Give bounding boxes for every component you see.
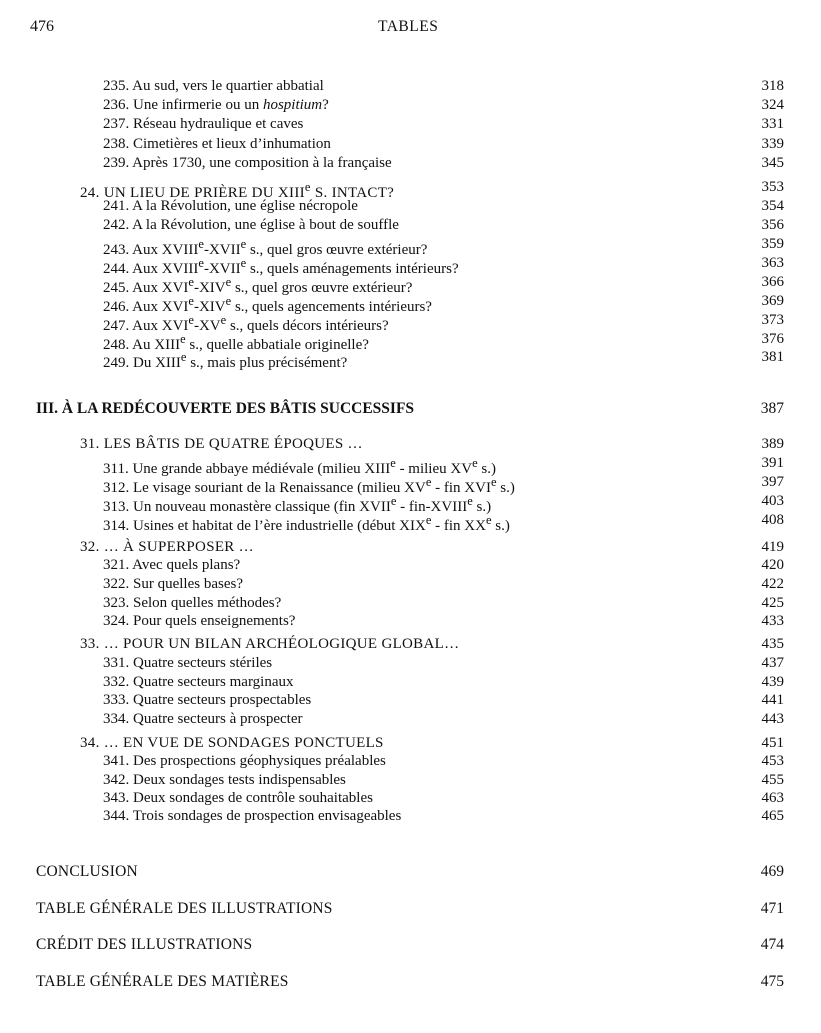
toc-backmatter-label: TABLE GÉNÉRALE DES MATIÈRES (36, 973, 289, 990)
toc-entry-page: 403 (761, 493, 784, 509)
label-text: - fin-XVIII (396, 499, 468, 515)
toc-chapter-24[interactable] (0, 177, 821, 201)
label-sup: e (490, 475, 497, 489)
label-text: -XIV (193, 280, 226, 296)
toc-entry-page: 381 (761, 349, 784, 365)
toc-entry-page: 391 (761, 455, 784, 471)
toc-entry-label: 242. A la Révolution, une église à bout de souffle (103, 217, 399, 233)
label-sup: e (425, 513, 432, 527)
label-sup: e (188, 294, 194, 308)
toc-entry-page: 443 (761, 711, 784, 727)
toc-entry-page: 437 (761, 655, 784, 671)
toc-chapter-page: 451 (761, 735, 784, 751)
label-sup: e (472, 456, 478, 470)
toc-entry-label: 332. Quatre secteurs marginaux (103, 674, 294, 690)
toc-entry-page: 422 (761, 576, 784, 592)
toc-entry-label: 331. Quatre secteurs stériles (103, 655, 273, 671)
label-text: s.) (496, 480, 515, 496)
toc-entry-label (103, 347, 347, 373)
toc-entry-page: 366 (761, 274, 784, 290)
label-sup: e (180, 332, 186, 346)
label-text: 249. Du XIII (103, 355, 181, 371)
toc-entry-page: 439 (761, 674, 784, 690)
toc-backmatter-page: 474 (760, 936, 784, 953)
toc-chapter-label: 34. … EN VUE DE SONDAGES PONCTUELS (80, 735, 384, 751)
label-text: 244. Aux XVIII (103, 261, 199, 277)
toc-entry-343[interactable] (0, 788, 821, 808)
label-text: 243. Aux XVIII (103, 242, 199, 258)
toc-entry-page: 356 (761, 217, 784, 233)
label-text: -XV (193, 318, 221, 334)
toc-entry-237[interactable] (0, 114, 821, 134)
toc-backmatter-label: CONCLUSION (36, 863, 138, 880)
toc-entry-241[interactable] (0, 196, 821, 216)
label-text: S. INTACT? (310, 185, 395, 201)
label-text: -XVII (203, 261, 241, 277)
toc-entry-246[interactable] (0, 291, 821, 315)
toc-chapter-label: 33. … POUR UN BILAN ARCHÉOLOGIQUE GLOBAL… (80, 636, 460, 652)
page-number: 476 (30, 18, 54, 35)
toc-entry-page: 324 (761, 97, 784, 113)
toc-entry-page: 463 (761, 790, 784, 806)
label-text: 313. Un nouveau monastère classique (fin XVII (103, 499, 391, 515)
toc-entry-page: 408 (761, 512, 784, 528)
toc-chapter-label: 31. LES BÂTIS DE QUATRE ÉPOQUES … (80, 436, 363, 452)
toc-entry-235[interactable] (0, 76, 821, 96)
running-title: TABLES (378, 18, 439, 35)
toc-entry-label: 334. Quatre secteurs à prospecter (103, 711, 303, 727)
toc-entry-334[interactable] (0, 709, 821, 729)
label-sup: e (225, 294, 232, 308)
toc-entry-label: 324. Pour quels enseignements? (103, 613, 296, 629)
toc-entry-323[interactable] (0, 593, 821, 613)
label-text: s.) (477, 461, 496, 477)
toc-chapter-34[interactable] (0, 733, 821, 753)
toc-entry-label: 341. Des prospections géophysiques préalables (103, 753, 386, 769)
label-text: s., quel gros œuvre extérieur? (231, 280, 413, 296)
label-text: 246. Aux XVI (103, 299, 189, 315)
toc-entry-333[interactable] (0, 690, 821, 710)
label-sup: e (198, 256, 204, 270)
toc-backmatter-page: 471 (760, 900, 784, 917)
label-text: - milieu XV (395, 461, 473, 477)
toc-entry-label (103, 95, 329, 115)
toc-entry-page: 354 (761, 198, 784, 214)
toc-conclusion[interactable] (0, 862, 821, 882)
toc-entry-page: 373 (761, 312, 784, 328)
toc-chapter-31[interactable] (0, 434, 821, 454)
toc-entry-label: 344. Trois sondages de prospection envisageables (103, 808, 402, 824)
toc-entry-321[interactable] (0, 555, 821, 575)
toc-matieres[interactable] (0, 972, 821, 992)
label-text: 248. Au XIII (103, 337, 181, 353)
label-text: s., mais plus précisément? (186, 355, 348, 371)
label-text: 311. Une grande abbaye médiévale (milieu XIII (103, 461, 391, 477)
label-sup: e (425, 475, 432, 489)
toc-entry-page: 363 (761, 255, 784, 271)
toc-illustrations[interactable] (0, 899, 821, 919)
label-text: 247. Aux XVI (103, 318, 189, 334)
toc-entry-page: 425 (761, 595, 784, 611)
toc-entry-label: 333. Quatre secteurs prospectables (103, 692, 312, 708)
label-sup: e (225, 275, 232, 289)
toc-entry-page: 455 (761, 772, 784, 788)
toc-entry-page: 433 (761, 613, 784, 629)
label-italic: hospitium (262, 97, 323, 113)
toc-entry-label (103, 510, 510, 536)
label-text: 245. Aux XVI (103, 280, 189, 296)
toc-entry-page: 397 (761, 474, 784, 490)
toc-entry-242[interactable] (0, 215, 821, 235)
toc-entry-324[interactable] (0, 611, 821, 631)
toc-entry-312[interactable] (0, 472, 821, 496)
toc-entry-page: 369 (761, 293, 784, 309)
label-text: 24. UN LIEU DE PRIÈRE DU XIII (80, 185, 305, 201)
toc-entry-page: 441 (761, 692, 784, 708)
toc-chapter-page: 435 (761, 636, 784, 652)
label-text: s., quels agencements intérieurs? (231, 299, 432, 315)
toc-credits[interactable] (0, 935, 821, 955)
toc-entry-page: 318 (761, 78, 784, 94)
toc-entry-label: 323. Selon quelles méthodes? (103, 595, 282, 611)
toc-entry-label: 237. Réseau hydraulique et caves (103, 116, 304, 132)
toc-part-page: 387 (760, 400, 784, 417)
toc-chapter-33[interactable] (0, 634, 821, 654)
toc-entry-314[interactable] (0, 510, 821, 534)
toc-entry-label: 239. Après 1730, une composition à la française (103, 155, 392, 171)
label-text: s.) (491, 518, 510, 534)
label-text: -XVII (203, 242, 241, 258)
label-text: - fin XX (431, 518, 486, 534)
toc-chapter-page: 353 (761, 179, 784, 195)
toc-entry-344[interactable] (0, 806, 821, 826)
toc-part-3[interactable] (0, 399, 821, 419)
label-text: 236. Une infirmerie ou un (103, 97, 263, 113)
toc-entry-label: 342. Deux sondages tests indispensables (103, 772, 346, 788)
label-sup: e (240, 256, 247, 270)
label-text: 314. Usines et habitat de l’ère industrielle (début XIX (103, 518, 426, 534)
toc-entry-236[interactable] (0, 95, 821, 115)
toc-entry-249[interactable] (0, 347, 821, 371)
toc-backmatter-page: 475 (760, 973, 784, 990)
label-sup: e (188, 313, 194, 327)
toc-entry-248[interactable] (0, 329, 821, 353)
label-sup: e (390, 494, 397, 508)
label-sup: e (240, 237, 247, 251)
toc-part-label: III. À LA REDÉCOUVERTE DES BÂTIS SUCCESSIFS (36, 400, 415, 417)
toc-entry-page: 331 (761, 116, 784, 132)
toc-chapter-32[interactable] (0, 537, 821, 557)
toc-entry-label: 343. Deux sondages de contrôle souhaitables (103, 790, 373, 806)
toc-chapter-page: 419 (761, 539, 784, 555)
label-sup: e (485, 513, 492, 527)
toc-backmatter-page: 469 (760, 863, 784, 880)
label-text: s., quels aménagements intérieurs? (246, 261, 459, 277)
label-text: s.) (472, 499, 492, 515)
toc-entry-label: 322. Sur quelles bases? (103, 576, 243, 592)
toc-entry-244[interactable] (0, 253, 821, 277)
toc-entry-243[interactable] (0, 234, 821, 258)
toc-backmatter-label: TABLE GÉNÉRALE DES ILLUSTRATIONS (36, 900, 333, 917)
toc-entry-label: 238. Cimetières et lieux d’inhumation (103, 136, 331, 152)
toc-entry-page: 359 (761, 236, 784, 252)
label-sup: e (304, 180, 311, 194)
toc-entry-page: 453 (761, 753, 784, 769)
toc-entry-page: 345 (761, 155, 784, 171)
label-sup: e (220, 313, 227, 327)
toc-backmatter-label: CRÉDIT DES ILLUSTRATIONS (36, 936, 253, 953)
label-sup: e (467, 494, 473, 508)
toc-entry-page: 339 (761, 136, 784, 152)
toc-entry-247[interactable] (0, 310, 821, 334)
label-sup: e (188, 275, 194, 289)
label-sup: e (198, 237, 204, 251)
toc-entry-332[interactable] (0, 672, 821, 692)
label-text: s., quels décors intérieurs? (226, 318, 389, 334)
label-sup: e (390, 456, 396, 470)
toc-entry-label: 321. Avec quels plans? (103, 557, 241, 573)
toc-entry-label: 235. Au sud, vers le quartier abbatial (103, 78, 324, 94)
toc-entry-239[interactable] (0, 153, 821, 173)
toc-chapter-label: 32. … À SUPERPOSER … (80, 539, 254, 555)
label-text: -XIV (193, 299, 226, 315)
toc-chapter-page: 389 (761, 436, 784, 452)
toc-entry-page: 465 (761, 808, 784, 824)
label-text: s., quelle abbatiale originelle? (185, 337, 369, 353)
label-text: 312. Le visage souriant de la Renaissance (milieu XV (103, 480, 426, 496)
toc-entry-page: 376 (761, 331, 784, 347)
toc-entry-page: 420 (761, 557, 784, 573)
label-sup: e (180, 350, 187, 364)
label-text: ? (322, 97, 329, 113)
toc-entry-311[interactable] (0, 453, 821, 477)
toc-entry-342[interactable] (0, 770, 821, 790)
label-text: s., quel gros œuvre extérieur? (246, 242, 428, 258)
toc-entry-341[interactable] (0, 751, 821, 771)
toc-entry-331[interactable] (0, 653, 821, 673)
toc-entry-238[interactable] (0, 134, 821, 154)
label-text: - fin XVI (431, 480, 491, 496)
toc-entry-label: 241. A la Révolution, une église nécropole (103, 198, 358, 214)
toc-entry-322[interactable] (0, 574, 821, 594)
toc-entry-245[interactable] (0, 272, 821, 296)
toc-entry-313[interactable] (0, 491, 821, 515)
